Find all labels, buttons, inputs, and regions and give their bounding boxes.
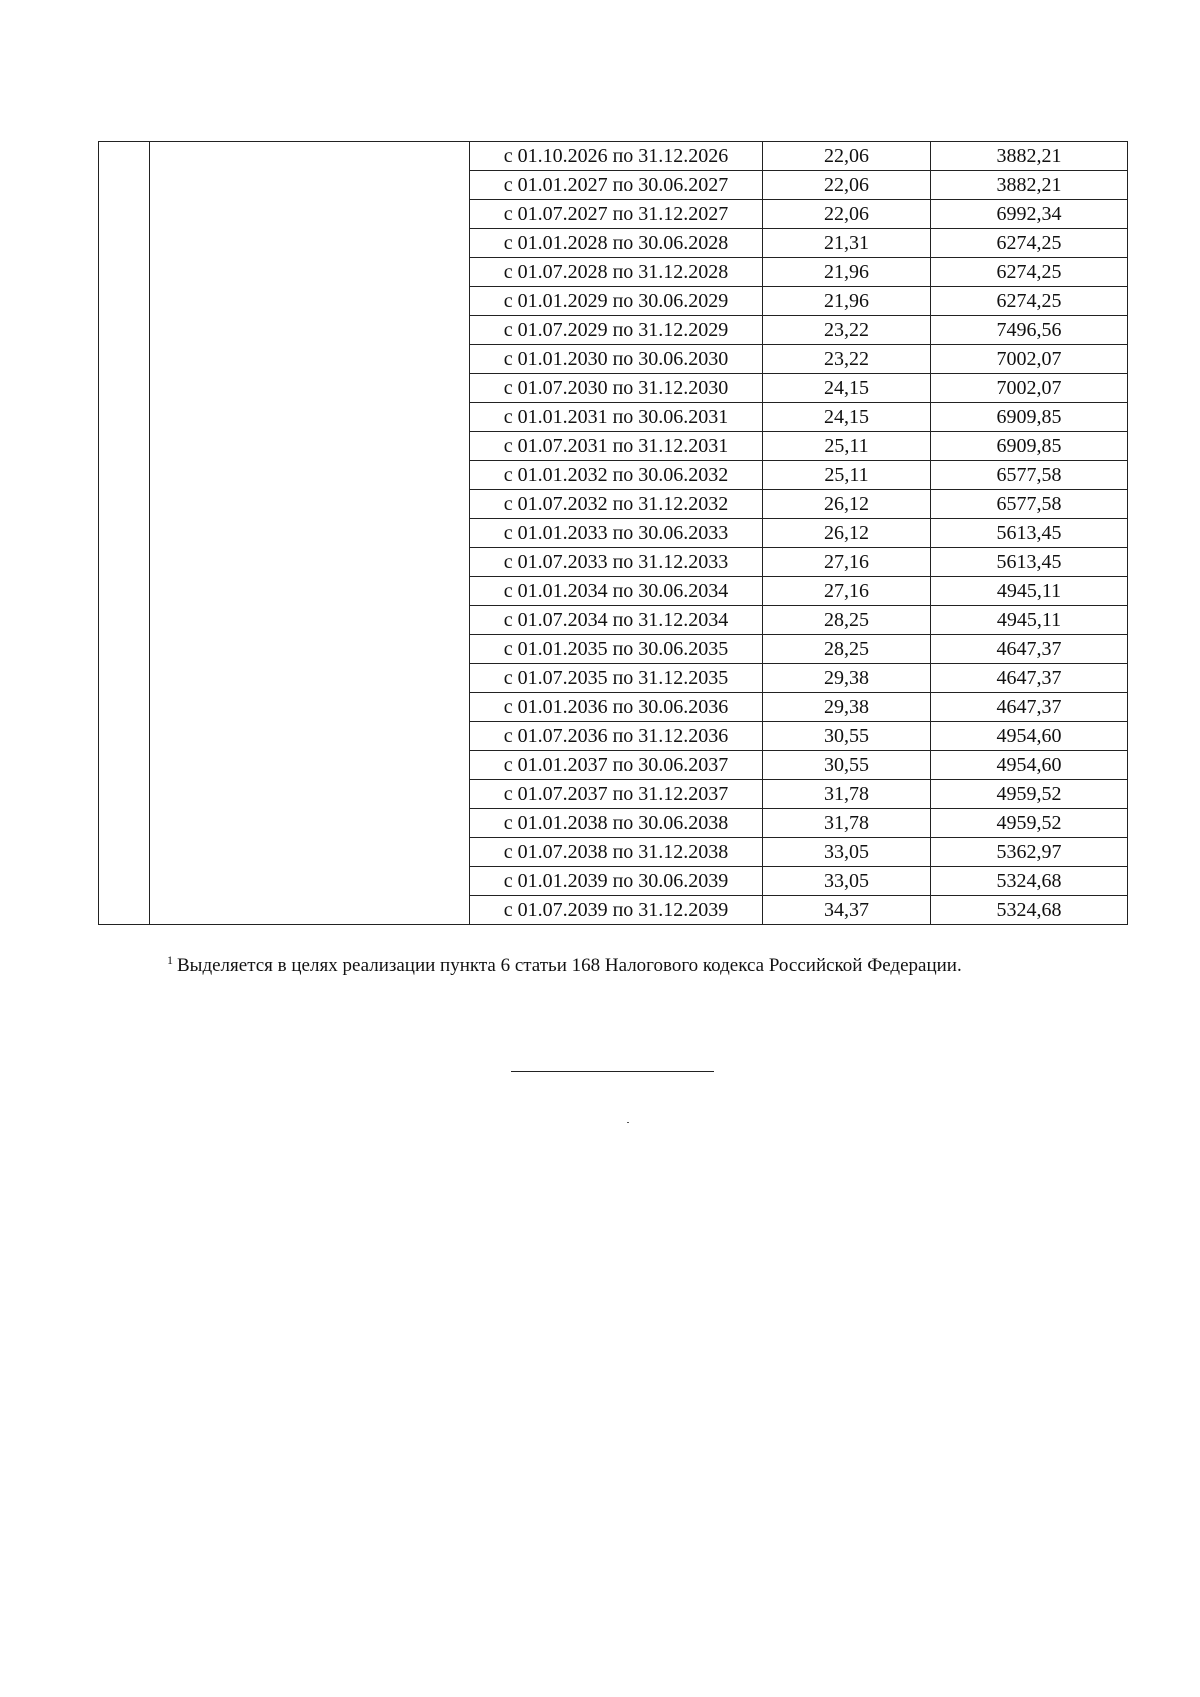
period-cell: с 01.01.2033 по 30.06.2033 bbox=[470, 519, 763, 548]
amount-cell: 4945,11 bbox=[931, 606, 1128, 635]
tariff-table-container bbox=[98, 141, 1127, 925]
period-cell: с 01.01.2036 по 30.06.2036 bbox=[470, 693, 763, 722]
scan-dot bbox=[627, 1122, 629, 1123]
rate-cell: 21,31 bbox=[763, 229, 931, 258]
rate-cell: 21,96 bbox=[763, 287, 931, 316]
amount-cell: 4954,60 bbox=[931, 751, 1128, 780]
amount-cell: 5324,68 bbox=[931, 896, 1128, 925]
period-cell: с 01.07.2030 по 31.12.2030 bbox=[470, 374, 763, 403]
period-cell: с 01.07.2028 по 31.12.2028 bbox=[470, 258, 763, 287]
amount-cell: 4945,11 bbox=[931, 577, 1128, 606]
footnote-text: Выделяется в целях реализации пункта 6 статьи 168 Налогового кодекса Российской Федерации. bbox=[177, 955, 962, 976]
rate-cell: 31,78 bbox=[763, 780, 931, 809]
period-cell: с 01.07.2038 по 31.12.2038 bbox=[470, 838, 763, 867]
period-cell: с 01.01.2034 по 30.06.2034 bbox=[470, 577, 763, 606]
period-cell: с 01.07.2035 по 31.12.2035 bbox=[470, 664, 763, 693]
amount-cell: 6274,25 bbox=[931, 258, 1128, 287]
amount-cell: 4647,37 bbox=[931, 635, 1128, 664]
amount-cell: 4954,60 bbox=[931, 722, 1128, 751]
period-cell: с 01.07.2036 по 31.12.2036 bbox=[470, 722, 763, 751]
amount-cell: 6909,85 bbox=[931, 403, 1128, 432]
amount-cell: 6577,58 bbox=[931, 490, 1128, 519]
rate-cell: 28,25 bbox=[763, 606, 931, 635]
rate-cell: 22,06 bbox=[763, 142, 931, 171]
amount-cell: 5324,68 bbox=[931, 867, 1128, 896]
rate-cell: 26,12 bbox=[763, 519, 931, 548]
rate-cell: 25,11 bbox=[763, 432, 931, 461]
empty-number-cell bbox=[99, 142, 150, 925]
tariff-table bbox=[98, 141, 1128, 925]
rate-cell: 22,06 bbox=[763, 171, 931, 200]
amount-cell: 6992,34 bbox=[931, 200, 1128, 229]
period-cell: с 01.01.2031 по 30.06.2031 bbox=[470, 403, 763, 432]
rate-cell: 23,22 bbox=[763, 345, 931, 374]
period-cell: с 01.01.2032 по 30.06.2032 bbox=[470, 461, 763, 490]
amount-cell: 4959,52 bbox=[931, 780, 1128, 809]
empty-name-cell bbox=[150, 142, 470, 925]
period-cell: с 01.07.2039 по 31.12.2039 bbox=[470, 896, 763, 925]
rate-cell: 28,25 bbox=[763, 635, 931, 664]
amount-cell: 6909,85 bbox=[931, 432, 1128, 461]
period-cell: с 01.07.2034 по 31.12.2034 bbox=[470, 606, 763, 635]
rate-cell: 24,15 bbox=[763, 374, 931, 403]
amount-cell: 7496,56 bbox=[931, 316, 1128, 345]
rate-cell: 22,06 bbox=[763, 200, 931, 229]
footnote bbox=[167, 955, 962, 977]
amount-cell: 5362,97 bbox=[931, 838, 1128, 867]
rate-cell: 25,11 bbox=[763, 461, 931, 490]
rate-cell: 30,55 bbox=[763, 751, 931, 780]
amount-cell: 4959,52 bbox=[931, 809, 1128, 838]
rate-cell: 34,37 bbox=[763, 896, 931, 925]
period-cell: с 01.07.2033 по 31.12.2033 bbox=[470, 548, 763, 577]
rate-cell: 33,05 bbox=[763, 838, 931, 867]
period-cell: с 01.01.2035 по 30.06.2035 bbox=[470, 635, 763, 664]
amount-cell: 4647,37 bbox=[931, 693, 1128, 722]
amount-cell: 4647,37 bbox=[931, 664, 1128, 693]
period-cell: с 01.07.2031 по 31.12.2031 bbox=[470, 432, 763, 461]
rate-cell: 23,22 bbox=[763, 316, 931, 345]
table-row bbox=[99, 142, 1128, 171]
rate-cell: 33,05 bbox=[763, 867, 931, 896]
period-cell: с 01.07.2037 по 31.12.2037 bbox=[470, 780, 763, 809]
amount-cell: 6274,25 bbox=[931, 287, 1128, 316]
period-cell: с 01.10.2026 по 31.12.2026 bbox=[470, 142, 763, 171]
closing-rule bbox=[511, 1071, 714, 1072]
period-cell: с 01.01.2027 по 30.06.2027 bbox=[470, 171, 763, 200]
period-cell: с 01.07.2029 по 31.12.2029 bbox=[470, 316, 763, 345]
rate-cell: 26,12 bbox=[763, 490, 931, 519]
rate-cell: 29,38 bbox=[763, 664, 931, 693]
period-cell: с 01.01.2028 по 30.06.2028 bbox=[470, 229, 763, 258]
amount-cell: 6274,25 bbox=[931, 229, 1128, 258]
rate-cell: 31,78 bbox=[763, 809, 931, 838]
amount-cell: 5613,45 bbox=[931, 548, 1128, 577]
period-cell: с 01.07.2027 по 31.12.2027 bbox=[470, 200, 763, 229]
amount-cell: 7002,07 bbox=[931, 345, 1128, 374]
period-cell: с 01.01.2029 по 30.06.2029 bbox=[470, 287, 763, 316]
rate-cell: 24,15 bbox=[763, 403, 931, 432]
period-cell: с 01.07.2032 по 31.12.2032 bbox=[470, 490, 763, 519]
rate-cell: 27,16 bbox=[763, 548, 931, 577]
period-cell: с 01.01.2037 по 30.06.2037 bbox=[470, 751, 763, 780]
rate-cell: 29,38 bbox=[763, 693, 931, 722]
period-cell: с 01.01.2039 по 30.06.2039 bbox=[470, 867, 763, 896]
rate-cell: 27,16 bbox=[763, 577, 931, 606]
rate-cell: 21,96 bbox=[763, 258, 931, 287]
amount-cell: 3882,21 bbox=[931, 142, 1128, 171]
period-cell: с 01.01.2030 по 30.06.2030 bbox=[470, 345, 763, 374]
footnote-marker: 1 bbox=[167, 953, 173, 967]
period-cell: с 01.01.2038 по 30.06.2038 bbox=[470, 809, 763, 838]
amount-cell: 5613,45 bbox=[931, 519, 1128, 548]
amount-cell: 7002,07 bbox=[931, 374, 1128, 403]
amount-cell: 6577,58 bbox=[931, 461, 1128, 490]
tariff-table-body bbox=[99, 142, 1128, 925]
amount-cell: 3882,21 bbox=[931, 171, 1128, 200]
rate-cell: 30,55 bbox=[763, 722, 931, 751]
